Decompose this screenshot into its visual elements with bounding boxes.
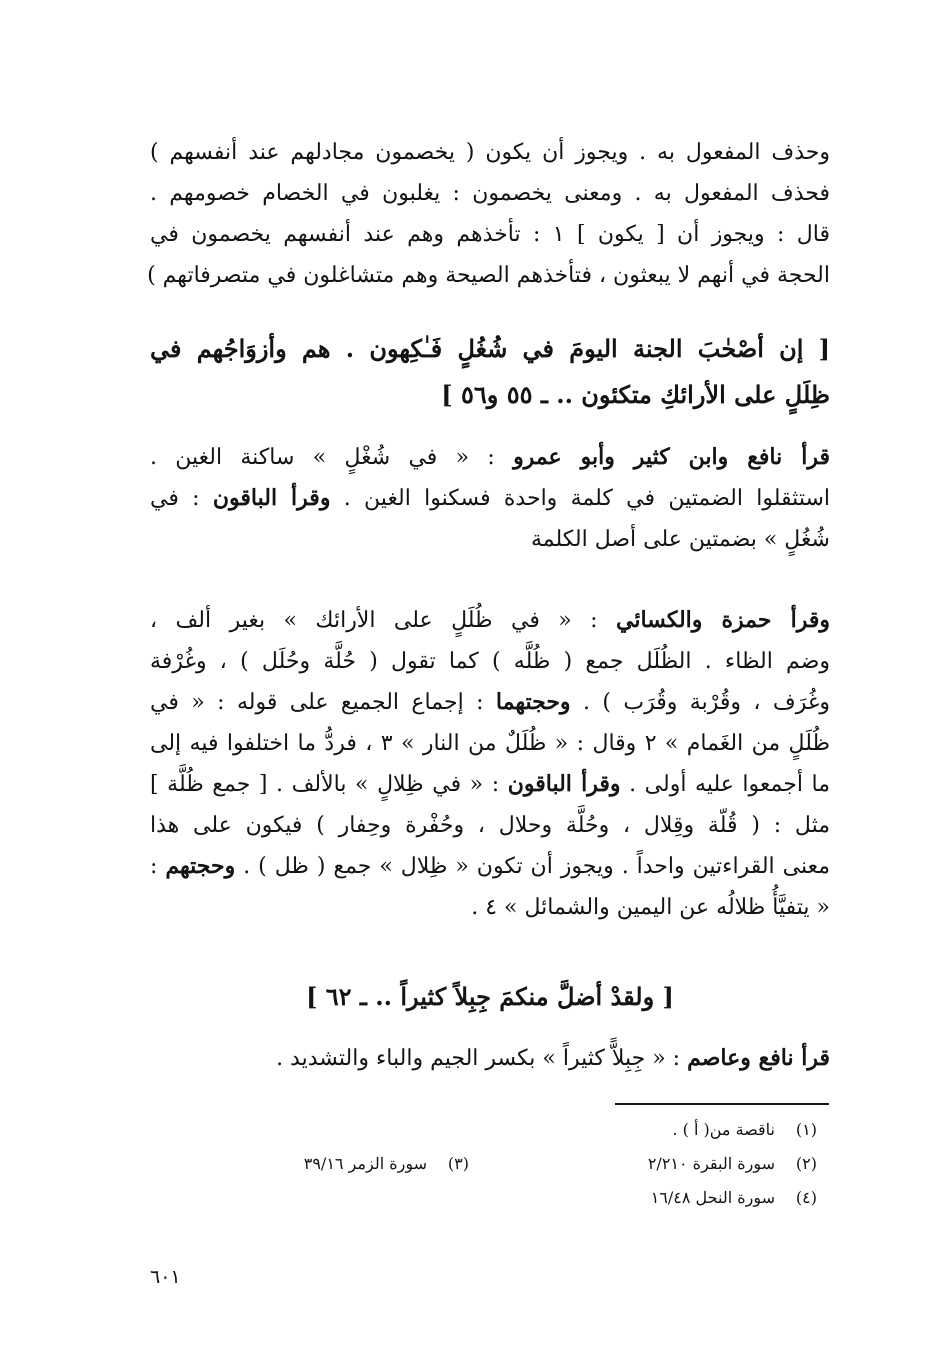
text-line: شُغُلٍ » بضمتين على أصل الكلمة (530, 527, 830, 552)
text-line: فحذف المفعول به . ومعنى يخصمون : يغلبون في الخصام خصومهم . (150, 181, 830, 206)
quran-verse-1 (150, 326, 830, 418)
footnote-4 (651, 1187, 817, 1209)
footnote-text: سورة البقرة ٢/٢١٠ (647, 1154, 775, 1173)
quran-verse-2 (150, 974, 830, 1020)
line-text: : إجماع الجميع على قوله : « في (150, 690, 496, 715)
line-text: : في (150, 486, 213, 511)
footnote-separator (615, 1103, 829, 1105)
verse-line: ظِلَلٍ على الأرائكِ متكئون .. ـ ٥٥ و٥٦ ] (441, 380, 830, 409)
text-line: قال : ويجوز أن [ يكون ] ١ : تأخذهم وهم عند أنفسهم يخصمون في (150, 222, 830, 247)
reader-names: وقرأ الباقون (212, 485, 331, 511)
text-line: وحذف المفعول به . ويجوز أن يكون ( يخصمون مجادلهم عند أنفسهم ) (150, 140, 830, 165)
footnote-number: (١) (795, 1120, 817, 1139)
argument-label: وحجتهم (165, 853, 236, 879)
text-line (150, 437, 830, 478)
text-line: « يتفيَّأُ ظلالُه عن اليمين والشمائل » ٤ . (471, 895, 830, 920)
footnote-text: سورة الزمر ٣٩/١٦ (303, 1154, 427, 1173)
footnote-1 (672, 1119, 817, 1141)
reader-names: قرأ نافع وعاصم (687, 1045, 830, 1071)
footnote-number: (٢) (795, 1154, 817, 1173)
paragraph-3 (150, 600, 830, 928)
text-line (150, 846, 830, 887)
footnote-number: (٤) (795, 1188, 817, 1207)
footnote-2 (648, 1153, 817, 1175)
line-text: ما أجمعوا عليه أولى . (620, 772, 831, 797)
text-line: مثل : ( قُلّة وقِلال ، وحُلَّة وحلال ، وحُفْرة وحِفار ) فيكون على هذا (150, 813, 830, 838)
line-text: : « في ظُلَلٍ على الأرائك » بغير ألف ، (150, 608, 617, 633)
line-text: استثقلوا الضمتين في كلمة واحدة فسكنوا الغين . (330, 486, 830, 511)
footnote-3 (304, 1153, 469, 1175)
footnote-number: (٣) (447, 1154, 469, 1173)
line-text: وغُرَف ، وقُرْبة وقُرَب ) . (570, 690, 830, 715)
reader-names: قرأ نافع وابن كثير وأبو عمرو (513, 444, 830, 470)
verse-line: [ ولقدْ أضلَّ منكمَ جِبِلاً كثيراً .. ـ ٦٢ ] (306, 982, 674, 1011)
text-line: ظُلَلٍ من الغَمام » ٢ وقال : « ظُلَلٌ من النار » ٣ ، فردُّ ما اختلفوا فيه إلى (150, 731, 831, 756)
line-text: : « في ظِلالٍ » بالألف . [ جمع ظُلَّة ] (150, 772, 508, 797)
text-line: وضم الظاء . الظُلَل جمع ( ظُلَّه ) كما تقول ( حُلَّة وحُلَل ) ، وغُرْفة (150, 649, 830, 674)
page-number: ٦٠١ (150, 1266, 181, 1288)
line-text: : (150, 854, 166, 879)
reader-names: وقرأ حمزة والكسائي (616, 607, 830, 633)
verse-line: [ إن أصْحٰبَ الجنة اليومَ في شُغُلٍ فَـٰكِهون . هم وأزوَاجُهم في (150, 334, 830, 363)
text-line: الحجة في أنهم لا يبعثون ، فتأخذهم الصيحة وهم متشاغلون في متصرفاتهم ) (147, 263, 830, 288)
argument-label: وحجتهما (495, 689, 571, 715)
text-line (150, 600, 830, 641)
reader-names: وقرأ الباقون (507, 771, 621, 797)
paragraph-2 (150, 437, 830, 560)
text-line (150, 478, 830, 519)
text-line (150, 764, 830, 805)
line-text: : « في شُغْلٍ » ساكنة الغين . (150, 445, 514, 470)
paragraph-1 (147, 132, 830, 296)
line-text: : « جِبِلاًّ كثيراً » بكسر الجيم والباء والتشديد . (276, 1046, 688, 1071)
footnote-text: ناقصة من( أ ) . (672, 1120, 775, 1139)
paragraph-4 (150, 1038, 830, 1079)
text-line (150, 1038, 830, 1079)
footnote-text: سورة النحل ١٦/٤٨ (650, 1188, 775, 1207)
line-text: معنى القراءتين واحداً . ويجوز أن تكون « ظِلال » جمع ( ظل ) . (235, 854, 830, 879)
text-line (150, 682, 830, 723)
